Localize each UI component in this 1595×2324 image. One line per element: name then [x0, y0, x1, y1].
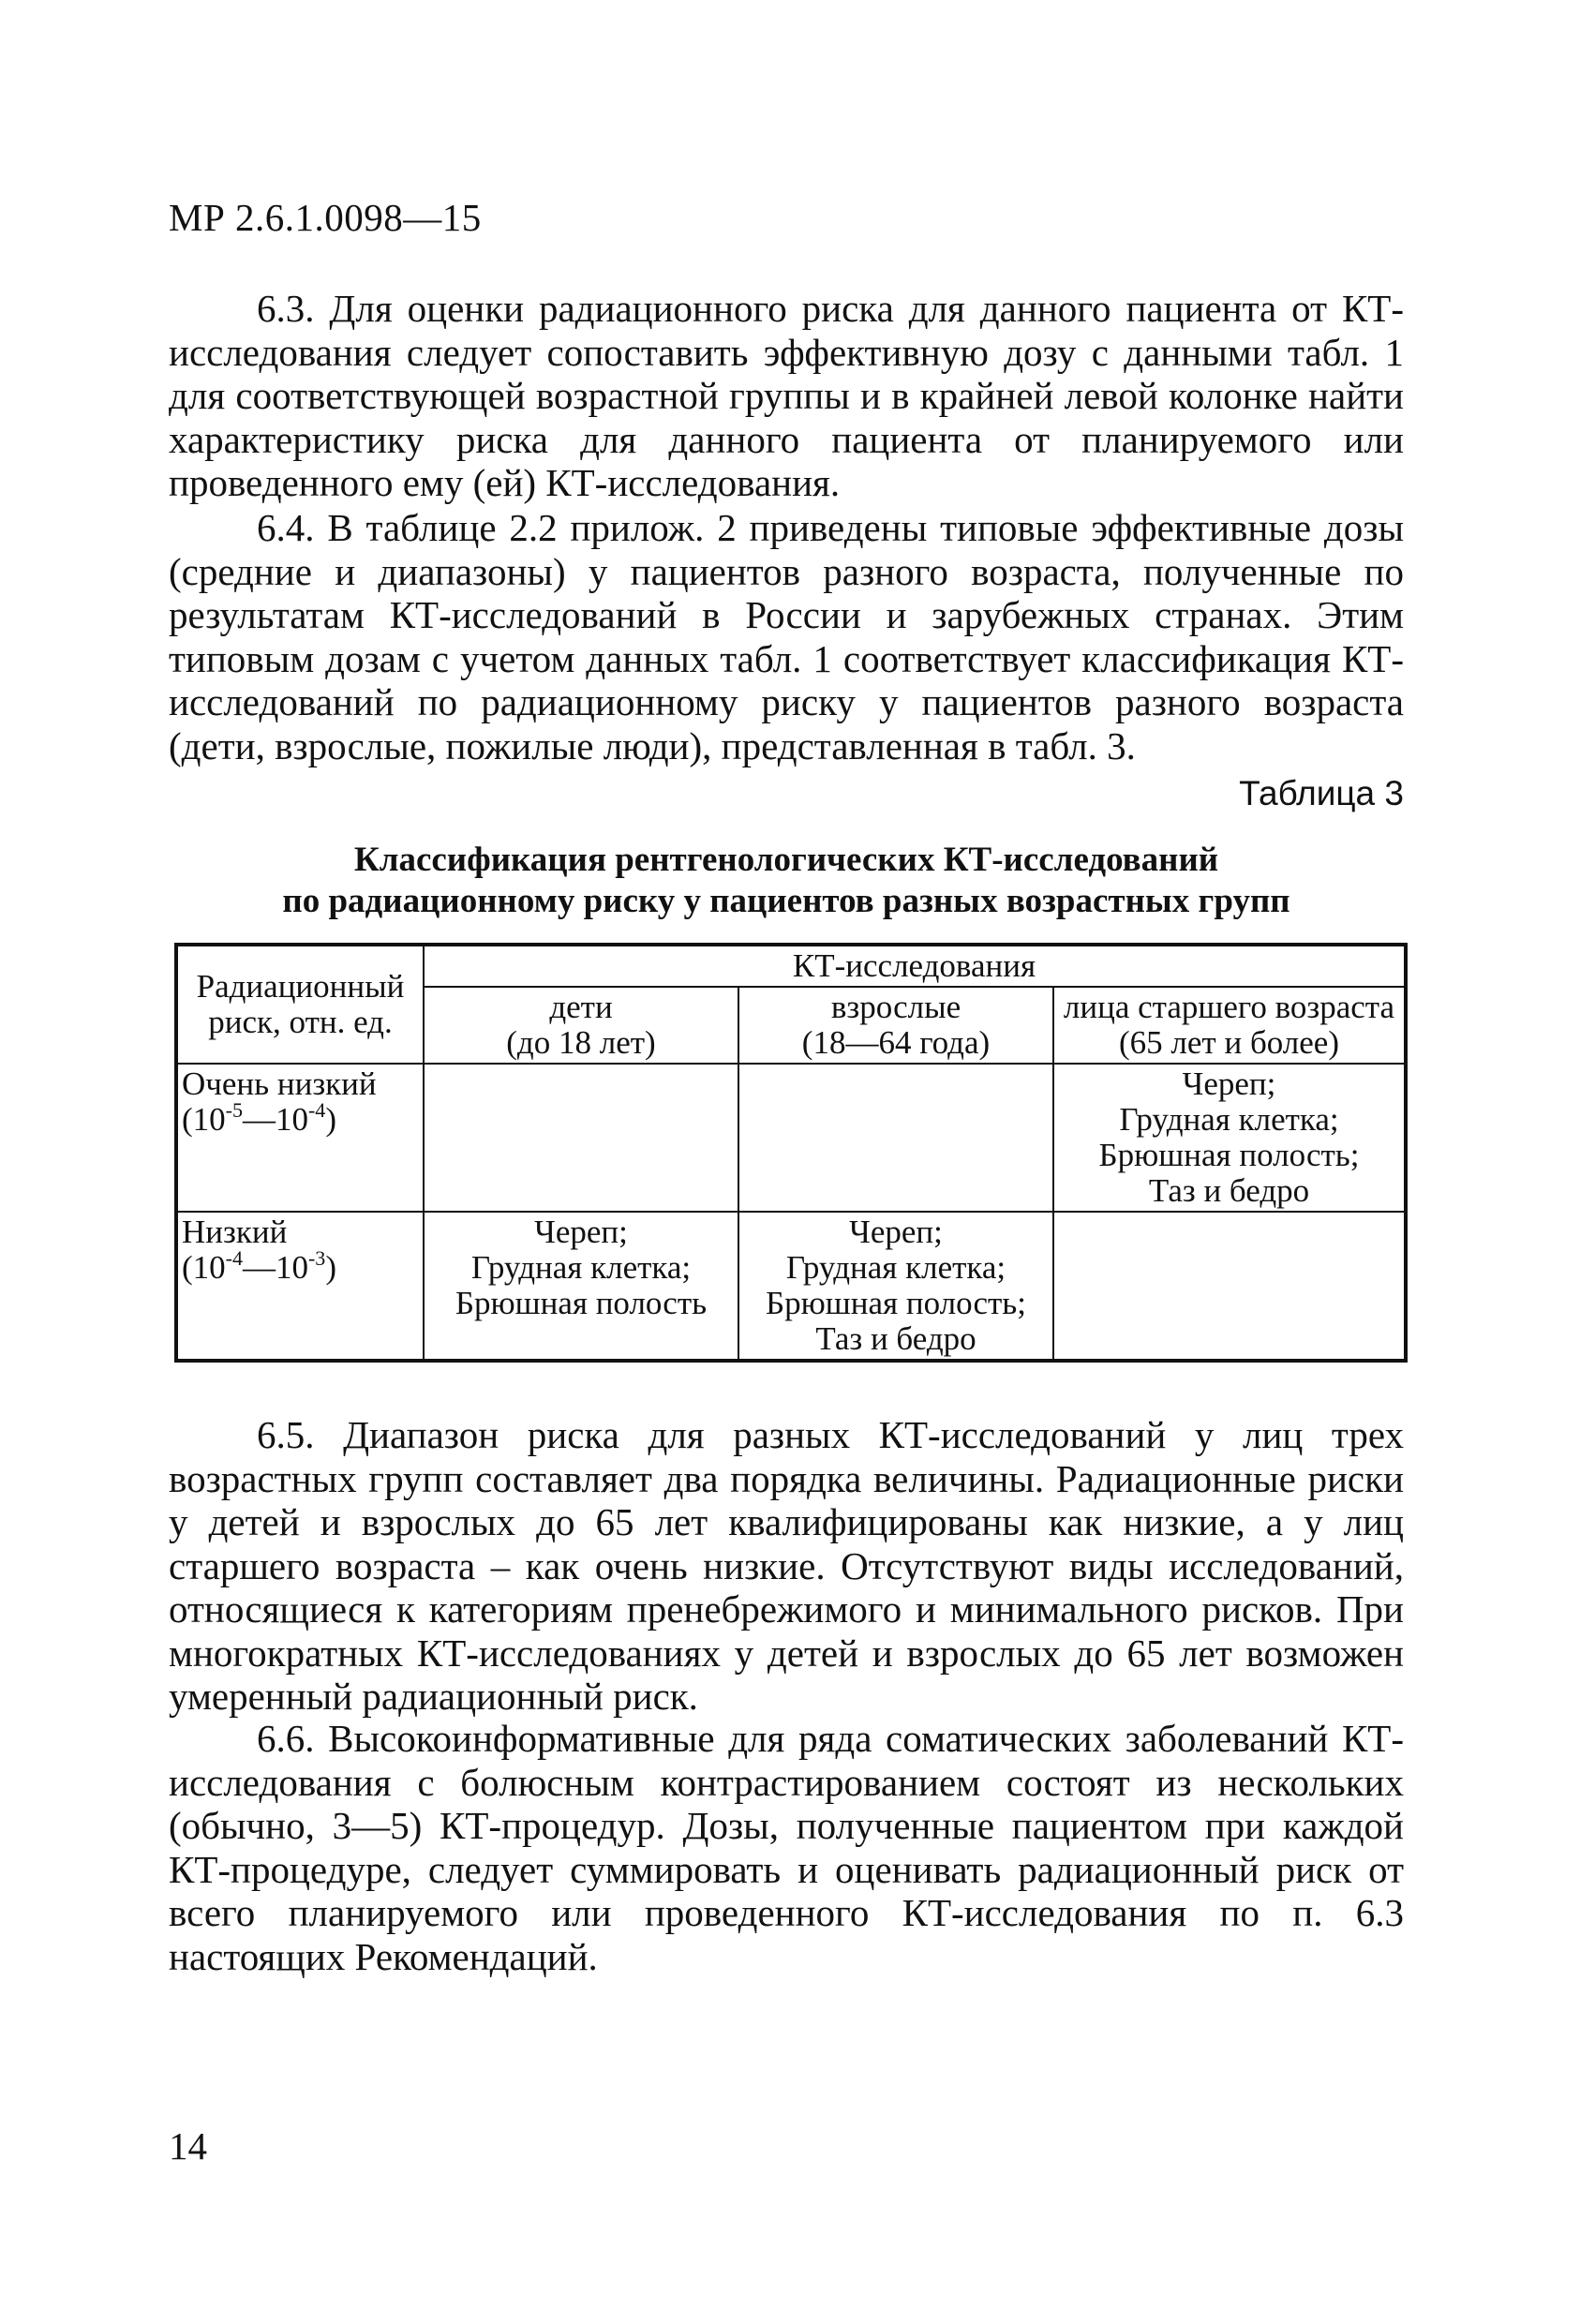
header-children-age: (до 18 лет)	[506, 1024, 656, 1061]
risk-range	[182, 1246, 419, 1286]
header-children-label: дети	[549, 989, 613, 1025]
table-label: Таблица 3	[1239, 774, 1404, 812]
range-close: )	[325, 1101, 336, 1138]
risk-cell-very-low	[176, 1064, 424, 1212]
range-base: (10	[182, 1249, 226, 1286]
cell-children-very-low	[424, 1064, 738, 1212]
range-exponent: -3	[307, 1246, 326, 1270]
header-adults-age: (18—64 года)	[801, 1024, 991, 1061]
paragraph-6-5: 6.5. Диапазон риска для разных КТ-исследований у лиц трех возрастных групп составляет два порядка величины. Радиационные риски у детей и взрослых до 65 лет квалифицированы как низкие, а у лиц старшего возраста – как очень низкие. Отсутствуют виды исследований, относящиеся к категориям пренебрежимого и минимального рисков. При многократных КТ-исследованиях у детей и взрослых до 65 лет возможен умеренный радиационный риск.	[169, 1413, 1404, 1718]
cell-children-low	[424, 1212, 738, 1361]
risk-name: Низкий	[182, 1214, 288, 1250]
exam-item: Таз и бедро	[1148, 1172, 1310, 1209]
range-base: —10	[242, 1101, 308, 1138]
table-row-very-low	[176, 1064, 1406, 1212]
range-exponent: -5	[225, 1098, 243, 1122]
exam-item: Череп;	[1182, 1065, 1276, 1102]
document-code-header: МР 2.6.1.0098—15	[169, 196, 482, 239]
exam-item: Грудная клетка;	[470, 1249, 692, 1286]
page-number: 14	[169, 2124, 207, 2168]
cell-adults-very-low	[738, 1064, 1053, 1212]
risk-name: Очень низкий	[182, 1065, 377, 1102]
exam-item: Грудная клетка;	[1119, 1101, 1339, 1138]
cell-elderly-low	[1053, 1212, 1406, 1361]
exam-item: Череп;	[534, 1214, 628, 1250]
table-row-low	[176, 1212, 1406, 1361]
cell-elderly-very-low	[1053, 1064, 1406, 1212]
paragraph-6-6: 6.6. Высокоинформативные для ряда соматических заболеваний КТ-исследования с болюсным контрастированием состоят из нескольких (обычно, 3—5) КТ-процедур. Дозы, полученные пациентом при каждой КТ-процедуре, следует суммировать и оценивать радиационный риск от всего планируемого или проведенного КТ-исследования по п. 6.3 настоящих Рекомендаций.	[169, 1717, 1404, 1978]
header-children	[424, 987, 738, 1064]
risk-cell-low	[176, 1212, 424, 1361]
paragraph-6-3: 6.3. Для оценки радиационного риска для данного пациента от КТ-исследования следует сопоставить эффективную дозу с данными табл. 1 для соответствующей возрастной группы и в крайней левой колонке найти характеристику риска для данного пациента от планируемого или проведенного ему (ей) КТ-исследования.	[169, 287, 1404, 504]
exam-item: Таз и бедро	[815, 1320, 976, 1357]
range-exponent: -4	[225, 1246, 243, 1270]
range-close: )	[325, 1249, 336, 1286]
risk-classification-table	[174, 943, 1408, 1363]
range-base: —10	[242, 1249, 308, 1286]
range-exponent: -4	[307, 1098, 326, 1122]
table-caption-line-2: по радиационному риску у пациентов разных возрастных групп	[282, 882, 1290, 920]
header-adults	[738, 987, 1053, 1064]
header-adults-label: взрослые	[830, 989, 961, 1025]
exam-item: Череп;	[849, 1214, 943, 1250]
exam-item: Грудная клетка;	[785, 1249, 1006, 1286]
exam-item: Брюшная полость;	[1098, 1137, 1360, 1173]
cell-adults-low	[738, 1212, 1053, 1361]
exam-item: Брюшная полость;	[766, 1285, 1026, 1321]
range-base: (10	[182, 1101, 226, 1138]
header-ct-group: КТ-исследования	[424, 945, 1406, 987]
paragraph-6-4: 6.4. В таблице 2.2 прилож. 2 приведены типовые эффективные дозы (средние и диапазоны) у пациентов разного возраста, полученные по результатам КТ-исследований в России и зарубежных странах. Этим типовым дозам с учетом данных табл. 1 соответствует классификация КТ-исследований по радиационному риску у пациентов разного возраста (дети, взрослые, пожилые люди), представленная в табл. 3.	[169, 506, 1404, 767]
table-caption	[169, 840, 1404, 922]
table-caption-line-1: Классификация рентгенологических КТ-исследований	[353, 841, 1219, 879]
risk-range	[182, 1098, 419, 1138]
exam-item: Брюшная полость	[455, 1285, 708, 1321]
header-elderly: лица старшего возраста (65 лет и более)	[1053, 987, 1406, 1064]
table-header-row-1	[176, 945, 1406, 987]
header-risk-column: Радиационный риск, отн. ед.	[176, 945, 424, 1064]
